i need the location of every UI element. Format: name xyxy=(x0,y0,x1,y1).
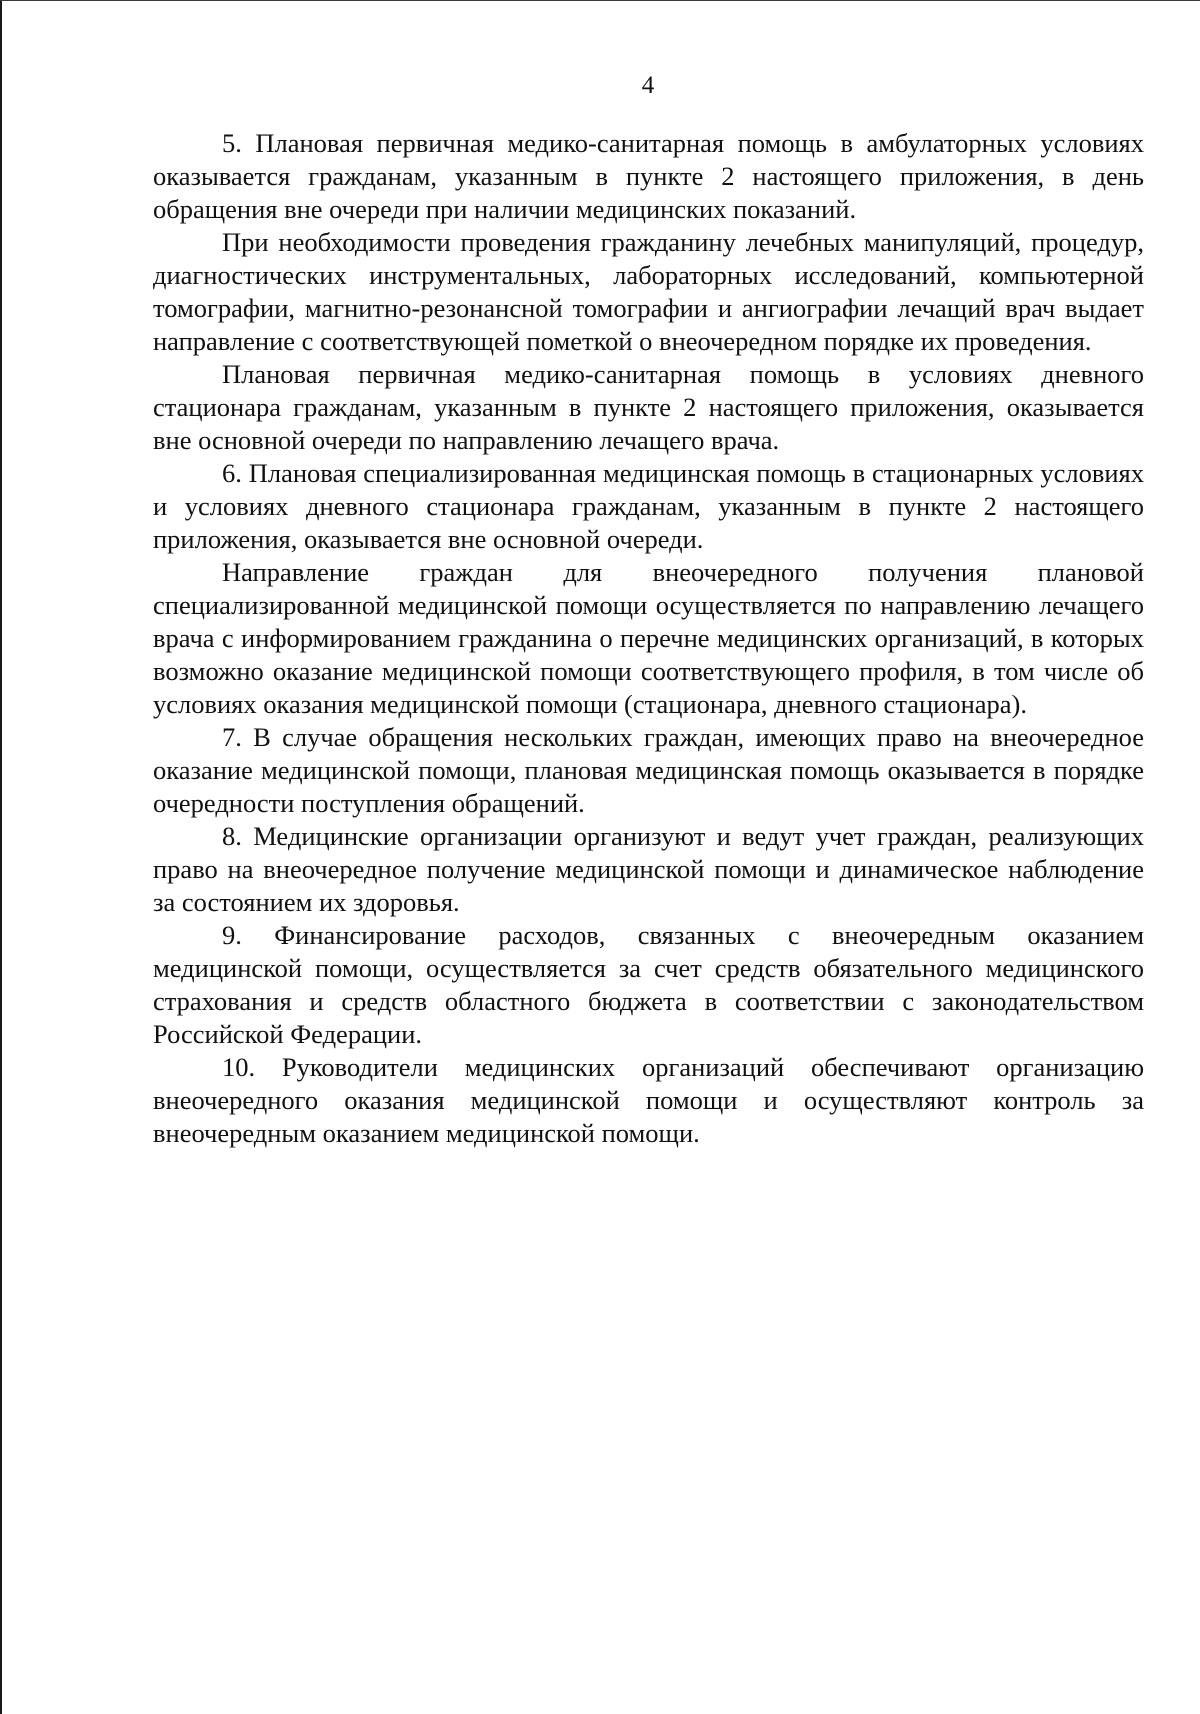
paragraph-item-6-referral: Направление граждан для внеочередного получения плановой специализированной медицинской помощи осуществляется по направлению лечащего врача с информированием гражданина о перечне медицинских организаций, в которых возможно оказание медицинской помощи соответствующего профиля, в том числе об условиях оказания медицинской помощи (стационара, дневного стационара). xyxy=(153,557,1144,719)
page-number: 4 xyxy=(641,72,655,99)
scan-edge-left xyxy=(0,0,2,1714)
paragraph-item-9: 9. Финансирование расходов, связанных с внеочередным оказанием медицинской помощи, осуществляется за счет средств обязательного медицинского страхования и средств областного бюджета в соответствии с законодательством Российской Федерации. xyxy=(153,920,1144,1049)
paragraph-item-5: 5. Плановая первичная медико-санитарная помощь в амбулаторных условиях оказывается гражданам, указанным в пункте 2 настоящего приложения, в день обращения вне очереди при наличии медицинских показаний. xyxy=(153,128,1144,224)
paragraph-item-10: 10. Руководители медицинских организаций обеспечивают организацию внеочередного оказания медицинской помощи и осуществляют контроль за внеочередным оказанием медицинской помощи. xyxy=(153,1052,1144,1148)
paragraph-item-6: 6. Плановая специализированная медицинская помощь в стационарных условиях и условиях дневного стационара гражданам, указанным в пункте 2 настоящего приложения, оказывается вне основной очереди. xyxy=(153,458,1144,554)
paragraph-item-5-day-hospital: Плановая первичная медико-санитарная помощь в условиях дневного стационара гражданам, указанным в пункте 2 настоящего приложения, оказывается вне основной очереди по направлению лечащего врача. xyxy=(153,359,1144,455)
paragraph-item-8: 8. Медицинские организации организуют и ведут учет граждан, реализующих право на внеочередное получение медицинской помощи и динамическое наблюдение за состоянием их здоровья. xyxy=(153,821,1144,917)
paragraph-item-7: 7. В случае обращения нескольких граждан, имеющих право на внеочередное оказание медицинской помощи, плановая медицинская помощь оказывается в порядке очередности поступления обращений. xyxy=(153,722,1144,818)
paragraph-item-5-additional-procedures: При необходимости проведения гражданину лечебных манипуляций, процедур, диагностических инструментальных, лабораторных исследований, компьютерной томографии, магнитно-резонансной томографии и ангиографии лечащий врач выдает направление с соответствующей пометкой о внеочередном порядке их проведения. xyxy=(153,227,1144,356)
document-body xyxy=(153,127,1144,1150)
scan-edge-top xyxy=(0,0,1200,1)
